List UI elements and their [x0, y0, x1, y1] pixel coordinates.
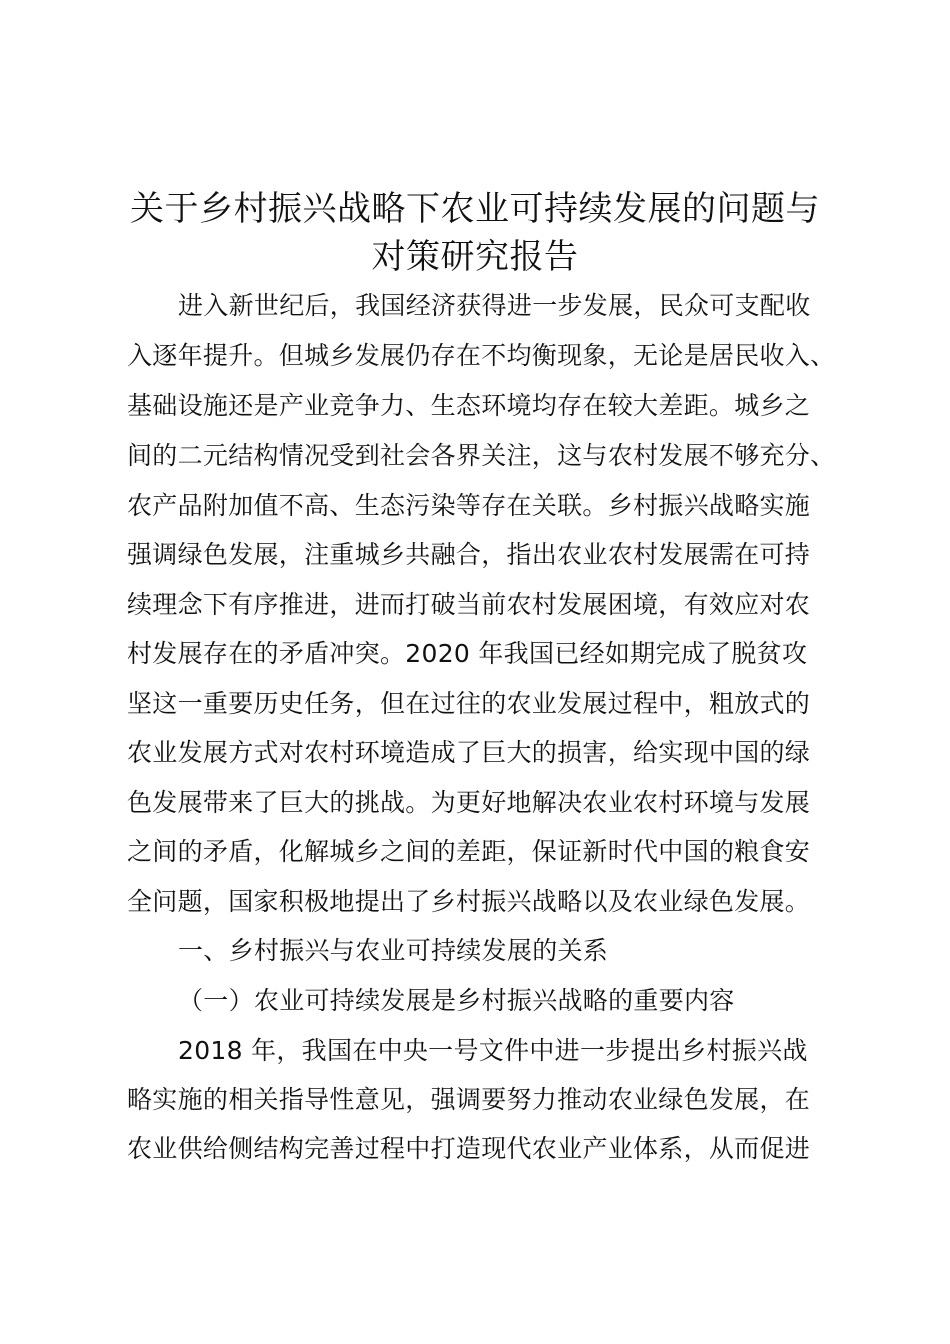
paragraph-line: 农业供给侧结构完善过程中打造现代农业产业体系，从而促进 [127, 1134, 811, 1163]
paragraph-line: 农业发展方式对农村环境造成了巨大的损害，给实现中国的绿 [127, 738, 811, 767]
paragraph-line: 农产品附加值不高、生态污染等存在关联。乡村振兴战略实施 [127, 491, 811, 520]
paragraph-line: 续理念下有序推进，进而打破当前农村发展困境，有效应对农 [127, 590, 811, 619]
paragraph-line: 全问题，国家积极地提出了乡村振兴战略以及农业绿色发展。 [127, 887, 811, 916]
paragraph-line: 村发展存在的矛盾冲突。2020 年我国已经如期完成了脱贫攻 [127, 639, 808, 668]
paragraph-line: 色发展带来了巨大的挑战。为更好地解决农业农村环境与发展 [127, 788, 811, 817]
paragraph-line: 之间的矛盾，化解城乡之间的差距，保证新时代中国的粮食安 [127, 837, 811, 866]
subsection-heading: （一）农业可持续发展是乡村振兴战略的重要内容 [178, 986, 735, 1015]
paragraph-line: 2018 年，我国在中央一号文件中进一步提出乡村振兴战 [178, 1036, 808, 1065]
paragraph-line: 略实施的相关指导性意见，强调要努力推动农业绿色发展，在 [127, 1085, 811, 1114]
document-title-line-2: 对策研究报告 [371, 237, 579, 277]
document-title-line-1: 关于乡村振兴战略下农业可持续发展的问题与 [130, 189, 820, 229]
paragraph-line: 基础设施还是产业竞争力、生态环境均存在较大差距。城乡之 [127, 391, 811, 420]
paragraph-line: 强调绿色发展，注重城乡共融合，指出农业农村发展需在可持 [127, 540, 811, 569]
section-heading: 一、乡村振兴与农业可持续发展的关系 [178, 936, 609, 965]
paragraph-line: 入逐年提升。但城乡发展仍存在不均衡现象，无论是居民收入、 [127, 341, 836, 370]
paragraph-line: 进入新世纪后，我国经济获得进一步发展，民众可支配收 [178, 291, 811, 320]
paragraph-line: 坚这一重要历史任务，但在过往的农业发展过程中，粗放式的 [127, 689, 811, 718]
paragraph-line: 间的二元结构情况受到社会各界关注，这与农村发展不够充分、 [127, 441, 836, 470]
